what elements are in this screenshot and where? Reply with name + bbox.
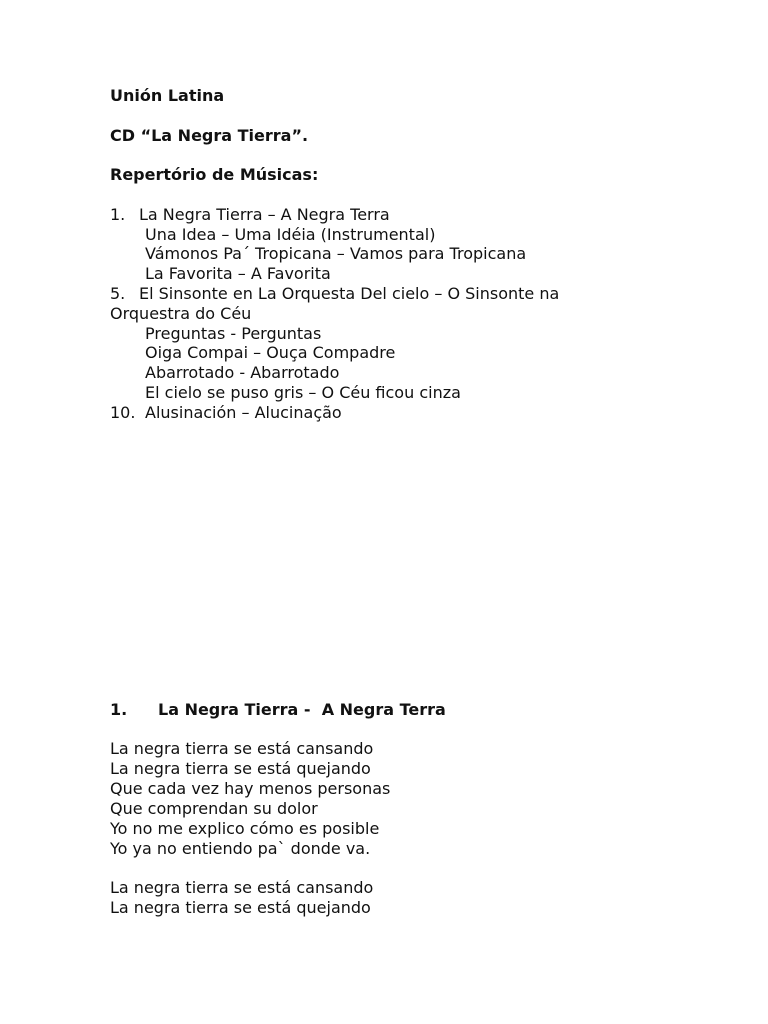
track-item-5 bbox=[110, 284, 559, 304]
lyric-line: Que comprendan su dolor bbox=[110, 799, 318, 818]
track-item-9: El cielo se puso gris – O Céu ficou cinza bbox=[145, 383, 461, 402]
track-item-4: La Favorita – A Favorita bbox=[145, 264, 331, 283]
song-number: 1. bbox=[110, 700, 128, 719]
track-title: El Sinsonte en La Orquesta Del cielo – O Sinsonte na bbox=[139, 284, 560, 303]
track-item-8: Abarrotado - Abarrotado bbox=[145, 363, 340, 382]
track-number: 5. bbox=[110, 284, 126, 303]
track-item-5-continued: Orquestra do Céu bbox=[110, 304, 252, 323]
lyric-line: Que cada vez hay menos personas bbox=[110, 779, 391, 798]
track-item-7: Oiga Compai – Ouça Compadre bbox=[145, 343, 396, 362]
track-item-1 bbox=[110, 205, 390, 225]
song-title: La Negra Tierra - A Negra Terra bbox=[158, 700, 446, 719]
track-title: Alusinación – Alucinação bbox=[145, 403, 342, 422]
lyric-line: Yo no me explico cómo es posible bbox=[110, 819, 380, 838]
cd-title: CD “La Negra Tierra”. bbox=[110, 126, 309, 145]
track-number: 1. bbox=[110, 205, 126, 224]
lyric-line: Yo ya no entiendo pa` donde va. bbox=[110, 839, 371, 858]
lyric-line: La negra tierra se está quejando bbox=[110, 759, 371, 778]
lyric-line: La negra tierra se está cansando bbox=[110, 739, 374, 758]
track-title: La Negra Tierra – A Negra Terra bbox=[139, 205, 390, 224]
document-title: Unión Latina bbox=[110, 86, 225, 105]
track-number: 10. bbox=[110, 403, 136, 422]
song-heading bbox=[110, 700, 446, 720]
repertoire-heading: Repertório de Músicas: bbox=[110, 165, 319, 184]
track-item-10 bbox=[110, 403, 342, 423]
track-item-6: Preguntas - Perguntas bbox=[145, 324, 322, 343]
track-item-3: Vámonos Pa´ Tropicana – Vamos para Tropicana bbox=[145, 244, 527, 263]
track-item-2: Una Idea – Uma Idéia (Instrumental) bbox=[145, 225, 436, 244]
lyric-line: La negra tierra se está quejando bbox=[110, 898, 371, 917]
lyric-line: La negra tierra se está cansando bbox=[110, 878, 374, 897]
